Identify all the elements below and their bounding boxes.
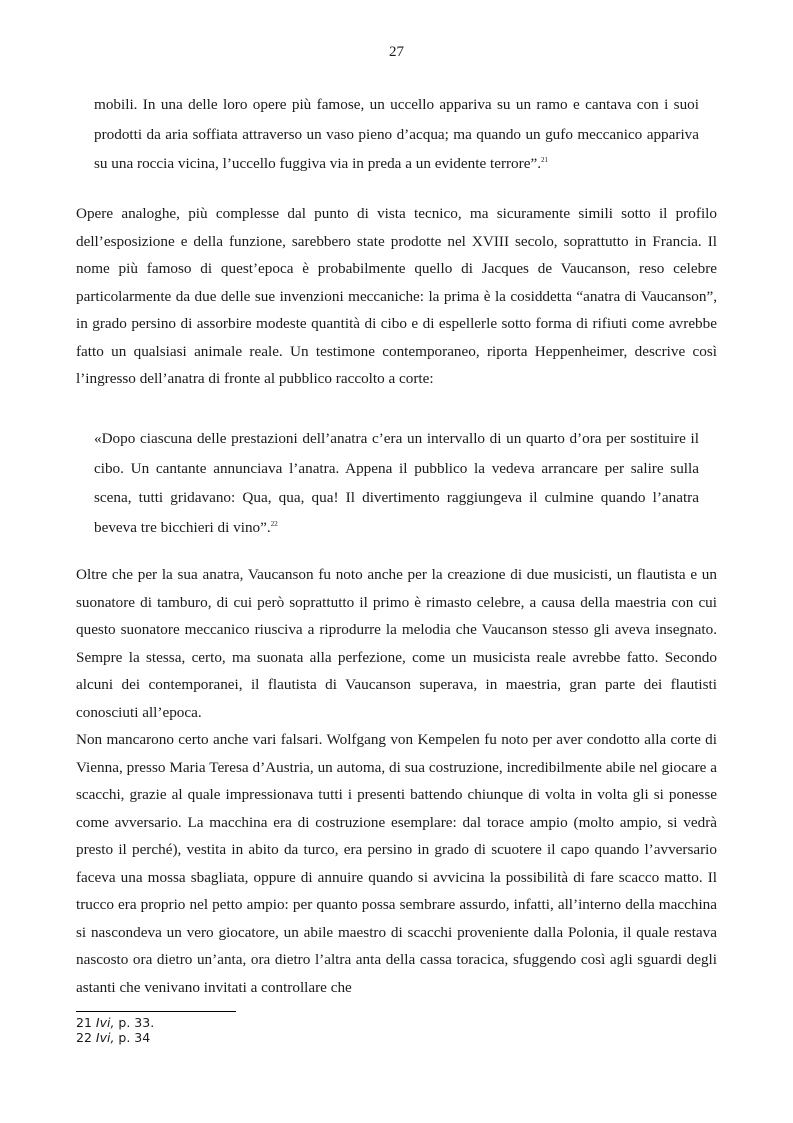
paragraph-1-text: Opere analoghe, più complesse dal punto di vista tecnico, ma sicuramente simili sotto il profilo dell’esposizione e della funzione, sarebbero state prodotte nel XVIII secolo, soprattutto in Francia. Il nome più famoso di quest’epoca è probabilmente quello di Jacques de Vaucanson, reso celebre particolarmente da due delle sue invenzioni meccaniche: la prima è la cosiddetta “anatra di Vaucanson”, in grado persino di assorbire modeste quantità di cibo e di espellerle sotto forma di rifiuti come avrebbe fatto un qualsiasi animale reale. Un testimone contemporaneo, riporta Heppenheimer, descrive così l’ingresso dell’anatra di fronte al pubblico raccolto a corte: — [76, 205, 717, 387]
paragraph-2-text: Oltre che per la sua anatra, Vaucanson fu noto anche per la creazione di due musicisti, un flautista e un suonatore di tamburo, di cui però soprattutto il primo è rimasto celebre, a causa della maestria con cui questo suonatore meccanico riusciva a riprodurre la melodia che Vaucanson stesso gli aveva insegnato. Sempre la stessa, certo, ma suonata alla perfezione, come un musicista reale avrebbe fatto. Secondo alcuni dei contemporanei, il flautista di Vaucanson superava, in maestria, gran parte dei flautisti conosciuti all’epoca. — [76, 566, 717, 721]
block-quote-1 — [94, 90, 699, 179]
footnote-22-page: p. 34 — [118, 1029, 151, 1045]
block-quote-2 — [94, 424, 699, 542]
footnote-21-number: 21 — [76, 1015, 92, 1030]
footnote-21-source: Ivi, — [95, 1015, 115, 1030]
footnote-ref-21[interactable]: 21 — [541, 155, 548, 164]
footnote-separator — [76, 1011, 236, 1012]
quote-1-paragraph — [94, 90, 699, 179]
quote-1-text: mobili. In una delle loro opere più famose, un uccello appariva su un ramo e cantava con i suoi prodotti da aria soffiata attraverso un vaso pieno d’acqua; ma quando un gufo meccanico appariva su una roccia vicina, l’uccello fuggiva via in preda a un evidente terrore”. — [94, 96, 699, 172]
quote-2-paragraph — [94, 424, 699, 542]
footnote-21 — [76, 1016, 154, 1031]
page-number: 27 — [389, 44, 404, 60]
body-paragraph-3 — [76, 726, 717, 1001]
footnote-21-page: p. 33. — [118, 1015, 155, 1030]
footnotes — [76, 1016, 154, 1045]
footnote-ref-22[interactable]: 22 — [270, 519, 278, 528]
paragraph-3-text: Non mancarono certo anche vari falsari. Wolfgang von Kempelen fu noto per aver condotto alla corte di Vienna, presso Maria Teresa d’Austria, un automa, di sua costruzione, incredibilmente abile nel giocare a scacchi, grazie al quale impressionava tutti i presenti battendo chiunque di volta in volta gli si ponesse come avversario. La macchina era di costruzione esemplare: dal torace ampio (molto ampio, si vedrà presto il perché), vestita in abito da turco, era persino in grado di scuotere il capo quando l’avversario faceva una mossa sbagliata, oppure di annuire quando si avvicina la possibilità di fare scacco matto. Il trucco era proprio nel petto ampio: per quanto possa sembrare assurdo, infatti, all’interno della macchina si nascondeva un vero giocatore, un abile maestro di scacchi proveniente dalla Polonia, il quale restava nascosto ora dietro un’anta, ora dietro l’altra anta della cassa toracica, sfuggendo così agli sguardi degli astanti che venivano invitati a controllare che — [76, 731, 717, 996]
quote-2-text: «Dopo ciascuna delle prestazioni dell’anatra c’era un intervallo di un quarto d’ora per sostituire il cibo. Un cantante annunciava l’anatra. Appena il pubblico la vedeva arrancare per salire sulla scena, tutti gridavano: Qua, qua, qua! Il divertimento raggiungeva il culmine quando l’anatra beveva tre bicchieri di vino”. — [94, 430, 699, 536]
footnote-22-number: 22 — [76, 1029, 92, 1045]
footnote-22 — [76, 1031, 154, 1046]
body-paragraph-2 — [76, 561, 717, 726]
body-paragraph-1 — [76, 200, 717, 393]
footnote-22-source: Ivi, — [95, 1029, 115, 1045]
